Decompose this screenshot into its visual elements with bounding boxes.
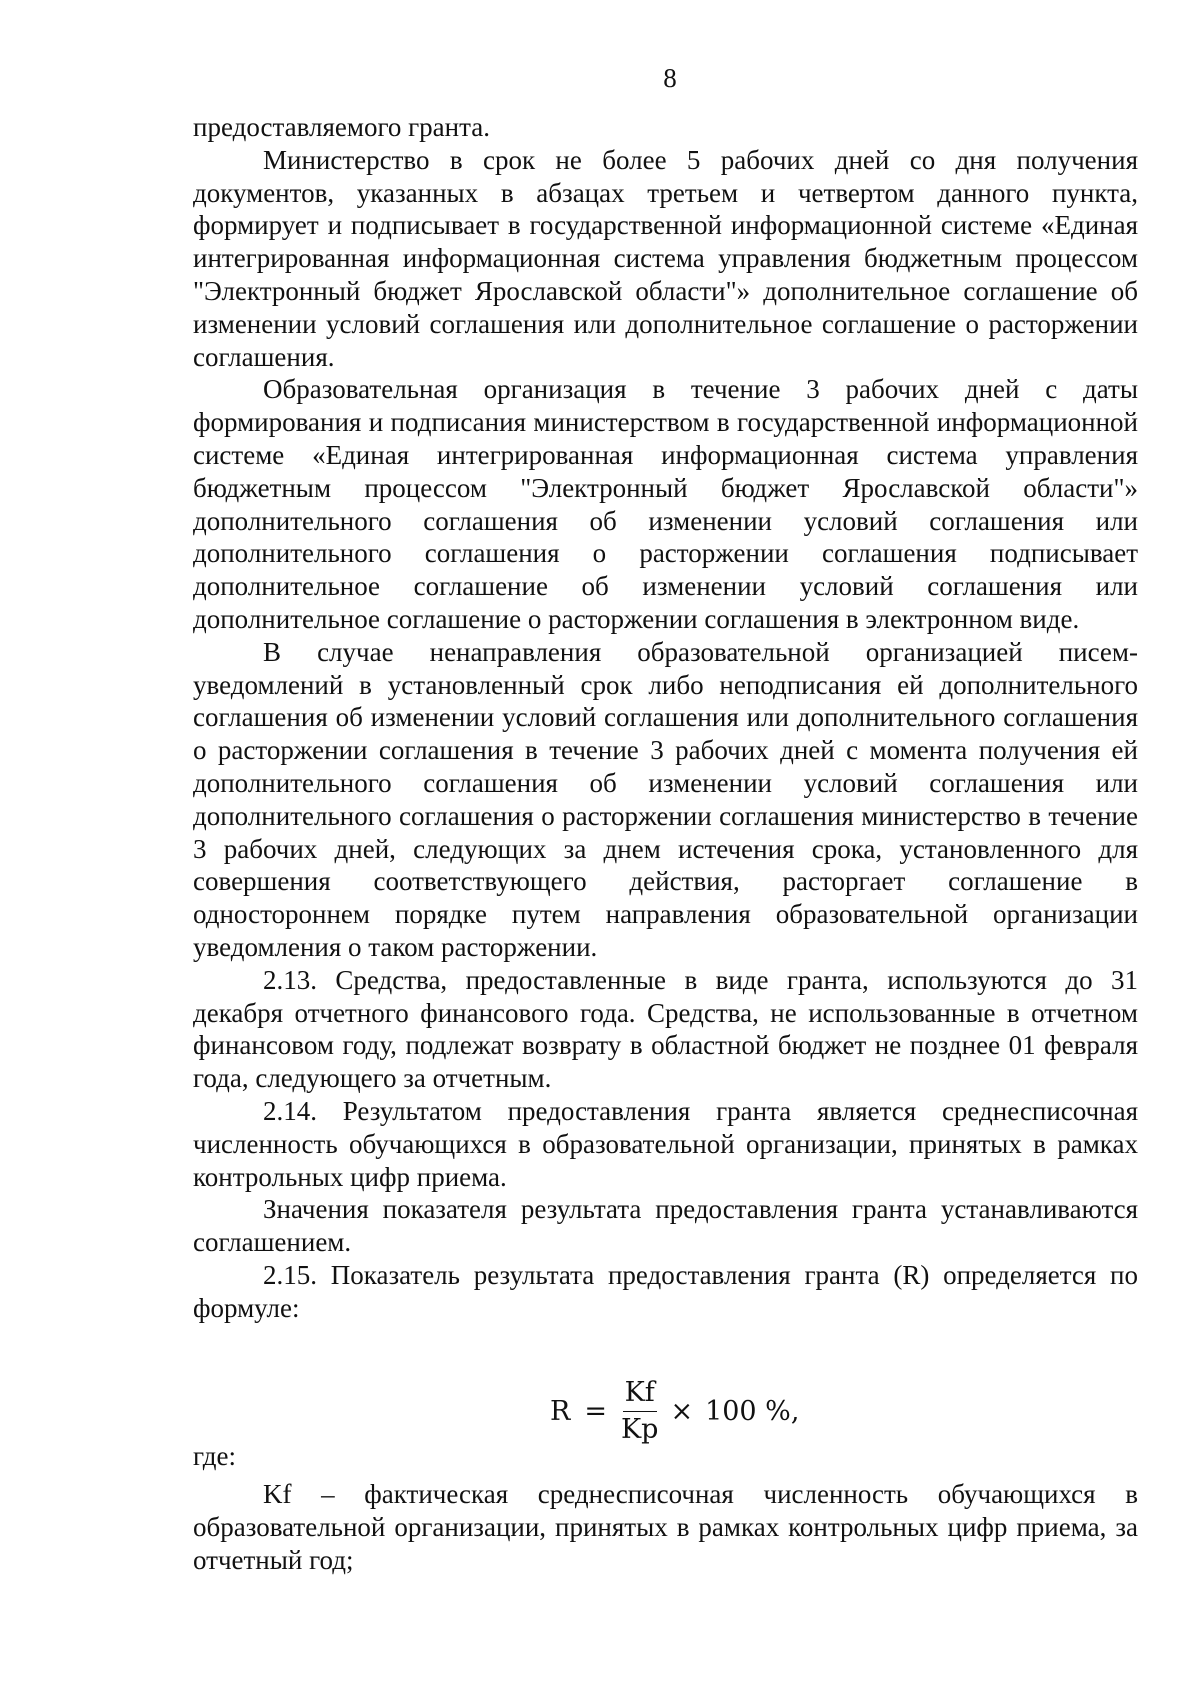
paragraph: предоставляемого гранта.: [193, 112, 490, 142]
paragraph: Министерство в срок не более 5 рабочих дней со дня получения документов, указанных в абзацах третьем и четвертом данного пункта, формирует и подписывает в государственной информационной системе «Единая интегрированная информационная система управления бюджетным процессом "Электронный бюджет Ярославской области"» дополнительное соглашение об изменении условий соглашения или дополнительное соглашение о расторжении соглашения.: [193, 144, 1138, 372]
formula-numerator: Kf: [623, 1378, 657, 1412]
formula-equals: =: [584, 1396, 607, 1427]
paragraph: Образовательная организация в течение 3 рабочих дней с даты формирования и подписания министерством в государственной информационной системе «Единая интегрированная информационная система управления бюджетным процессом "Электронный бюджет Ярославской области"» дополнительного соглашения об изменении условий соглашения или дополнительного соглашения о расторжении соглашения подписывает дополнительное соглашение об изменении условий соглашения или дополнительное соглашение о расторжении соглашения в электронном виде.: [193, 374, 1138, 634]
definitions: [193, 1478, 1138, 1576]
paragraph: 2.14. Результатом предоставления гранта является среднесписочная численность обучающихся в образовательной организации, принятых в рамках контрольных цифр приема.: [193, 1095, 1138, 1192]
formula-fraction: [621, 1378, 658, 1445]
definition-kf: Kf – фактическая среднесписочная численность обучающихся в образовательной организации, принятых в рамках контрольных цифр приема, за отчетный год;: [193, 1479, 1138, 1575]
paragraph: В случае ненаправления образовательной организацией писем-уведомлений в установленный срок либо неподписания ей дополнительного соглашения об изменении условий соглашения или дополнительного соглашения о расторжении соглашения в течение 3 рабочих дней с момента получения ей дополнительного соглашения об изменении условий соглашения или дополнительного соглашения о расторжении соглашения министерство в течение 3 рабочих дней, следующих за днем истечения срока, установленного для совершения соответствующего действия, расторгает соглашение в одностороннем порядке путем направления образовательной организации уведомления о таком расторжении.: [193, 636, 1138, 962]
body-text: [193, 111, 1138, 1324]
formula-lhs: R: [550, 1396, 571, 1427]
paragraph: 2.15. Показатель результата предоставления гранта (R) определяется по формуле:: [193, 1259, 1138, 1323]
formula-times: ×: [670, 1396, 694, 1427]
where-label: где:: [193, 1441, 236, 1471]
formula-denominator: Kp: [620, 1414, 659, 1445]
page-number: 8: [663, 63, 677, 93]
formula: [550, 1378, 799, 1445]
paragraph: Значения показателя результата предоставления гранта устанавливаются соглашением.: [193, 1194, 1138, 1258]
paragraph: 2.13. Средства, предоставленные в виде гранта, используются до 31 декабря отчетного финансового года. Средства, не использованные в отчетном финансовом году, подлежат возврату в областной бюджет не позднее 01 февраля года, следующего за отчетным.: [193, 964, 1138, 1094]
formula-factor: 100 %,: [705, 1396, 800, 1427]
